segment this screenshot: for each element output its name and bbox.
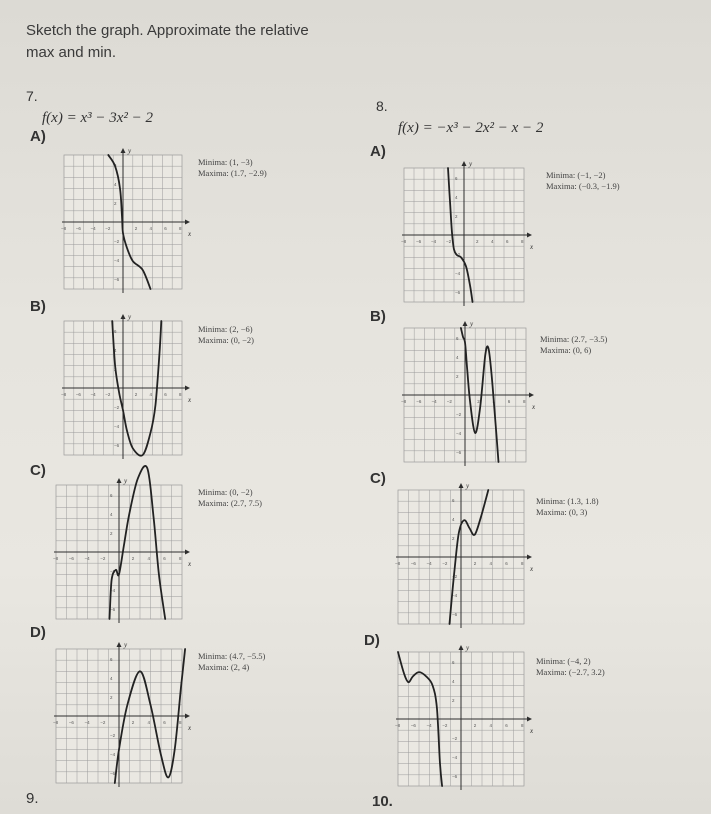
choice-8c-letter: C): [370, 470, 386, 487]
x-tick-label: 8: [521, 561, 524, 566]
y-tick-label: −2: [110, 568, 116, 574]
x-axis-arrow: [185, 386, 190, 391]
x-axis-arrow: [527, 555, 532, 560]
x-tick-label: −6: [68, 720, 74, 725]
y-tick-label: −4: [452, 592, 458, 598]
x-tick-label: −6: [75, 392, 81, 397]
x-axis-arrow: [185, 220, 190, 225]
x-axis-label: x: [188, 396, 192, 404]
y-tick-label: −4: [110, 587, 116, 593]
x-tick-label: −4: [84, 556, 90, 561]
y-tick-label: 2: [114, 367, 117, 373]
x-tick-label: −2: [442, 723, 448, 728]
y-tick-label: 4: [114, 182, 117, 188]
y-tick-label: −6: [455, 289, 461, 295]
y-tick-label: 6: [110, 657, 113, 663]
y-axis-arrow: [459, 645, 464, 650]
problem-8-function: f(x) = −x³ − 2x² − x − 2: [398, 120, 544, 136]
graph-8c: [392, 482, 532, 632]
x-tick-label: −6: [410, 561, 416, 566]
x-tick-label: 8: [521, 239, 524, 244]
x-axis-arrow: [185, 714, 190, 719]
x-tick-label: 8: [521, 723, 524, 728]
x-tick-label: 2: [473, 561, 477, 566]
graph-7c: [50, 477, 190, 627]
instructions-line-1: Sketch the graph. Approximate the relative: [26, 22, 309, 39]
x-tick-label: −8: [61, 226, 67, 231]
x-tick-label: 2: [134, 226, 138, 231]
x-tick-label: −4: [426, 561, 432, 566]
choice-8c-minima: Minima: (1.3, 1.8): [536, 496, 599, 506]
y-tick-label: 2: [110, 695, 113, 701]
graph-8a: [398, 160, 532, 310]
choice-8d-minima: Minima: (−4, 2): [536, 656, 591, 666]
x-axis-arrow: [527, 233, 532, 238]
x-axis-label: x: [188, 724, 192, 732]
y-tick-label: −6: [114, 442, 120, 448]
choice-8c-maxima: Maxima: (0, 3): [536, 507, 588, 517]
x-tick-label: −8: [401, 399, 407, 404]
x-tick-label: 2: [134, 392, 138, 397]
x-axis-arrow: [185, 550, 190, 555]
choice-7a-maxima: Maxima: (1.7, −2.9): [198, 168, 267, 178]
y-tick-label: −2: [455, 251, 461, 257]
x-tick-label: 6: [506, 239, 509, 244]
y-tick-label: −4: [114, 423, 120, 429]
x-tick-label: 2: [131, 556, 135, 561]
x-tick-label: −6: [410, 723, 416, 728]
problem-9-number: 9.: [26, 790, 39, 807]
x-tick-label: 4: [491, 239, 494, 244]
y-tick-label: 6: [110, 493, 113, 499]
x-axis-label: x: [530, 727, 534, 735]
x-axis-label: x: [532, 403, 536, 411]
choice-8b-letter: B): [370, 308, 386, 325]
choice-8d-maxima: Maxima: (−2.7, 3.2): [536, 667, 605, 677]
choice-7c-minima: Minima: (0, −2): [198, 487, 253, 497]
x-tick-label: −2: [446, 399, 452, 404]
problem-7-number: 7.: [26, 88, 38, 104]
problem-8-number: 8.: [376, 98, 388, 114]
x-tick-label: 6: [163, 556, 166, 561]
y-tick-label: 2: [114, 201, 117, 207]
x-axis-arrow: [529, 393, 534, 398]
x-tick-label: 4: [149, 392, 153, 397]
choice-8a-minima: Minima: (−1, −2): [546, 170, 606, 180]
graph-7b: [58, 313, 190, 463]
x-tick-label: −2: [105, 226, 111, 231]
x-axis-arrow: [527, 717, 532, 722]
x-tick-label: 6: [163, 720, 166, 725]
y-tick-label: −6: [110, 606, 116, 612]
y-axis-arrow: [463, 321, 468, 326]
y-tick-label: −2: [456, 411, 462, 417]
choice-7c-maxima: Maxima: (2.7, 7.5): [198, 498, 262, 508]
x-tick-label: −8: [401, 239, 407, 244]
graph-7a: [58, 147, 190, 297]
y-tick-label: −2: [110, 732, 116, 738]
y-tick-label: 2: [110, 531, 113, 537]
y-tick-label: −4: [114, 257, 120, 263]
x-axis-label: x: [530, 565, 534, 573]
y-tick-label: −6: [114, 276, 120, 282]
y-tick-label: 2: [456, 374, 459, 380]
x-tick-label: −4: [84, 720, 90, 725]
y-axis-label: y: [128, 147, 132, 155]
instructions-line-2: max and min.: [26, 44, 117, 61]
choice-7d-maxima: Maxima: (2, 4): [198, 662, 250, 672]
y-axis-arrow: [117, 478, 122, 483]
y-axis-label: y: [466, 644, 470, 652]
y-tick-label: 2: [455, 214, 458, 220]
x-tick-label: −8: [53, 720, 59, 725]
y-tick-label: −2: [452, 573, 458, 579]
y-tick-label: −6: [452, 773, 458, 779]
x-tick-label: 8: [179, 226, 182, 231]
x-tick-label: 4: [147, 720, 151, 725]
graph-8d: [392, 644, 532, 794]
x-tick-label: −4: [90, 392, 96, 397]
y-tick-label: 6: [455, 176, 458, 182]
x-tick-label: 6: [507, 399, 511, 404]
y-tick-label: 6: [452, 498, 455, 504]
graph-7d: [50, 641, 190, 791]
y-tick-label: −6: [110, 770, 116, 776]
x-tick-label: −6: [416, 239, 422, 244]
x-tick-label: 4: [489, 723, 493, 728]
y-axis-label: y: [124, 477, 128, 485]
y-axis-arrow: [121, 148, 126, 153]
x-tick-label: −2: [100, 556, 106, 561]
x-axis-label: x: [188, 230, 192, 238]
choice-8a-maxima: Maxima: (−0.3, −1.9): [546, 181, 620, 191]
x-tick-label: 4: [492, 399, 496, 404]
x-tick-label: 6: [505, 723, 508, 728]
y-axis-label: y: [469, 160, 473, 168]
x-tick-label: 2: [476, 239, 479, 244]
x-tick-label: −8: [395, 561, 401, 566]
x-tick-label: 4: [489, 561, 493, 566]
x-tick-label: 6: [505, 561, 508, 566]
x-tick-label: −2: [446, 239, 452, 244]
x-tick-label: −8: [61, 392, 67, 397]
y-tick-label: 4: [452, 517, 455, 523]
y-tick-label: 2: [452, 698, 455, 704]
y-axis-arrow: [462, 161, 467, 166]
x-tick-label: −4: [431, 239, 437, 244]
choice-7d-letter: D): [30, 624, 46, 641]
choice-7b-letter: B): [30, 298, 46, 315]
y-tick-label: 4: [110, 676, 113, 682]
x-tick-label: 4: [147, 556, 151, 561]
y-tick-label: 6: [114, 329, 117, 335]
x-tick-label: −8: [395, 723, 401, 728]
y-tick-label: 4: [455, 195, 458, 201]
y-axis-arrow: [459, 483, 464, 488]
problem-10-number: 10.: [372, 793, 393, 810]
y-axis-label: y: [128, 313, 132, 321]
x-tick-label: −6: [416, 399, 422, 404]
x-tick-label: −4: [431, 399, 437, 404]
x-tick-label: 4: [149, 226, 153, 231]
x-tick-label: 8: [523, 399, 526, 404]
y-tick-label: 4: [456, 355, 459, 361]
y-tick-label: −4: [456, 430, 462, 436]
x-tick-label: −6: [75, 226, 81, 231]
y-axis-arrow: [121, 314, 126, 319]
x-tick-label: 2: [477, 399, 480, 404]
y-tick-label: 4: [110, 512, 113, 518]
y-tick-label: 6: [114, 163, 117, 169]
x-tick-label: 6: [164, 392, 167, 397]
x-tick-label: −8: [53, 556, 59, 561]
choice-7a-letter: A): [30, 128, 46, 145]
y-tick-label: −2: [114, 238, 120, 244]
y-tick-label: 6: [452, 660, 455, 666]
y-axis-label: y: [466, 482, 470, 490]
x-axis-label: x: [188, 560, 192, 568]
x-tick-label: −2: [105, 392, 111, 397]
y-axis-arrow: [117, 642, 122, 647]
y-tick-label: 4: [114, 348, 117, 354]
y-tick-label: −4: [110, 751, 116, 757]
x-tick-label: −4: [426, 723, 432, 728]
choice-7d-minima: Minima: (4.7, −5.5): [198, 651, 266, 661]
x-tick-label: −2: [100, 720, 106, 725]
y-tick-label: −2: [452, 735, 458, 741]
x-tick-label: 8: [179, 720, 182, 725]
y-tick-label: 6: [456, 336, 459, 342]
choice-7a-minima: Minima: (1, −3): [198, 157, 253, 167]
y-tick-label: 4: [452, 679, 455, 685]
choice-8b-maxima: Maxima: (0, 6): [540, 345, 592, 355]
y-tick-label: 2: [452, 536, 455, 542]
x-tick-label: 2: [131, 720, 135, 725]
choice-8b-minima: Minima: (2.7, −3.5): [540, 334, 608, 344]
y-tick-label: −6: [456, 449, 462, 455]
choice-7c-letter: C): [30, 462, 46, 479]
choice-8a-letter: A): [370, 143, 386, 160]
x-axis-label: x: [530, 243, 534, 251]
x-tick-label: 2: [473, 723, 477, 728]
x-tick-label: 8: [179, 392, 182, 397]
y-tick-label: −4: [452, 754, 458, 760]
x-tick-label: 6: [164, 226, 167, 231]
y-axis-label: y: [470, 320, 474, 328]
choice-7b-maxima: Maxima: (0, −2): [198, 335, 255, 345]
graph-8b: [398, 320, 534, 470]
choice-8d-letter: D): [364, 632, 380, 649]
x-tick-label: −4: [90, 226, 96, 231]
x-tick-label: −6: [68, 556, 74, 561]
y-tick-label: −2: [114, 404, 120, 410]
choice-7b-minima: Minima: (2, −6): [198, 324, 253, 334]
y-axis-label: y: [124, 641, 128, 649]
x-tick-label: 8: [179, 556, 182, 561]
problem-7-function: f(x) = x³ − 3x² − 2: [42, 110, 153, 126]
y-tick-label: −4: [455, 270, 461, 276]
x-tick-label: −2: [442, 561, 448, 566]
y-tick-label: −6: [452, 611, 458, 617]
